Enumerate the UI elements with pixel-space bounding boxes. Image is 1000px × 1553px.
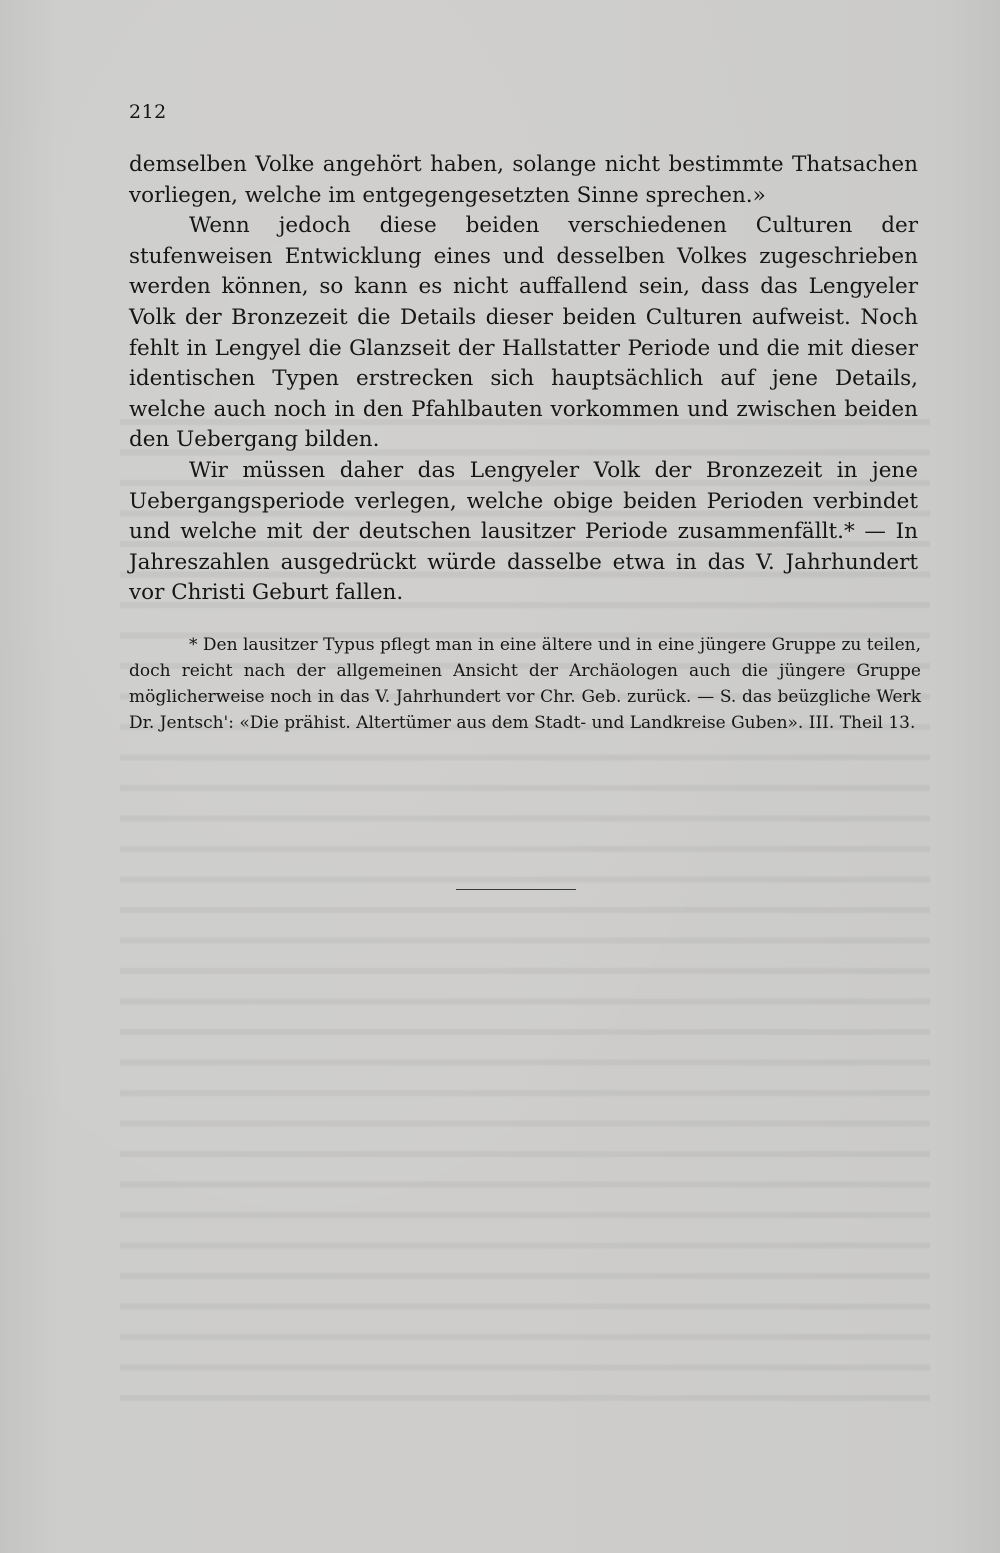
page-number: 212: [129, 101, 167, 123]
paragraph-transition-period: Wir müssen daher das Lengyeler Volk der Bronzezeit in jene Uebergangsperiode verlegen, welche obige beiden Perioden verbindet und welche mit der deutschen lausitzer Periode zusammenfällt.* — In Jahreszahlen ausgedrückt würde dasselbe etwa in das V. Jahrhundert vor Christi Geburt fallen.: [129, 457, 918, 606]
footnote-text: * Den lausitzer Typus pflegt man in eine ältere und in eine jüngere Gruppe zu teilen, doch reicht nach der allgemeinen Ansicht der Archäologen auch die jüngere Gruppe möglicherweise noch in das V. Jahrhundert vor Chr. Geb. zurück. — S. das beüzgliche Werk Dr. Jentsch': «Die prähist. Altertümer aus dem Stadt- und Landkreise Guben». III. Theil 13.: [129, 635, 921, 733]
main-text: [129, 150, 918, 609]
paragraph-continuation: demselben Volke angehört haben, solange nicht bestimmte Thatsachen vorliegen, welche im entgegengesetzten Sinne sprechen.»: [129, 152, 918, 208]
section-divider-rule: [456, 889, 576, 890]
footnote: [129, 632, 921, 736]
paragraph-cultures: Wenn jedoch diese beiden verschiedenen Culturen der stufenweisen Entwicklung eines und desselben Volkes zugeschrieben werden können, so kann es nicht auffallend sein, dass das Lengyeler Volk der Bronzezeit die Details dieser beiden Culturen aufweist. Noch fehlt in Lengyel die Glanzseit der Hallstatter Periode und die mit dieser identischen Typen erstrecken sich hauptsächlich auf jene Details, welche auch noch in den Pfahlbauten vorkommen und zwischen beiden den Uebergang bilden.: [129, 213, 918, 453]
